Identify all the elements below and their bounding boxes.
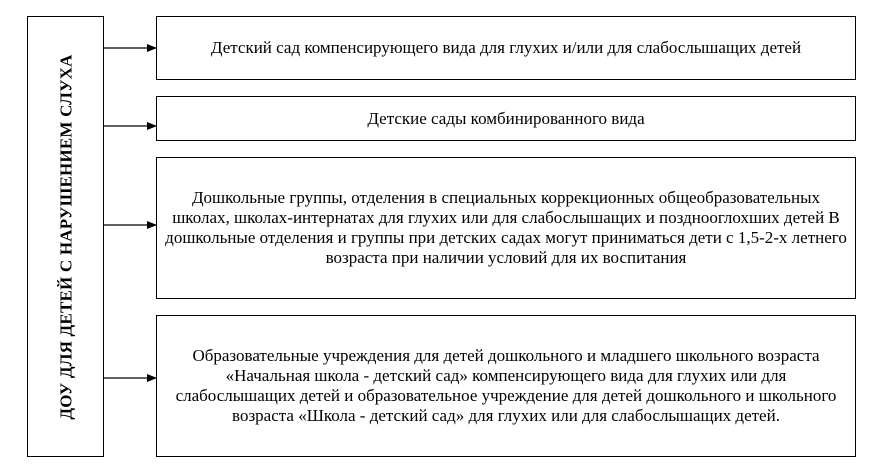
box-combined-kindergartens-text: Детские сады комбинированного вида bbox=[367, 108, 645, 128]
box-combined-kindergartens bbox=[156, 96, 856, 141]
box-preschool-groups-text: Дошкольные группы, отделения в специальных коррекционных общеобразовательных школах, школах-интернатах для глухих или для слабослышащих и позднооглохших детей В дошкольные отделения и группы при детских садах могут приниматься дети с 1,5-2-х летнего возраста при наличии условий для их воспитания bbox=[165, 188, 847, 267]
box-compensating-kindergarten bbox=[156, 16, 856, 80]
box-preschool-groups bbox=[156, 157, 856, 299]
box-compensating-kindergarten-text: Детский сад компенсирующего вида для глухих и/или для слабослышащих детей bbox=[210, 38, 802, 57]
box-school-kindergarten-text: Образовательные учреждения для детей дошкольного и младшего школьного возраста «Начальная школа - детский сад» компенсирующего вида для глухих или для слабослышащих детей и образовательное учреждение для детей дошкольного и школьного возраста «Школа - детский сад» для глухих или для слабослышащих детей. bbox=[175, 346, 837, 425]
main-category-label: ДОУ ДЛЯ ДЕТЕЙ С НАРУШЕНИЕМ СЛУХА bbox=[56, 53, 75, 420]
box-school-kindergarten bbox=[156, 315, 856, 457]
